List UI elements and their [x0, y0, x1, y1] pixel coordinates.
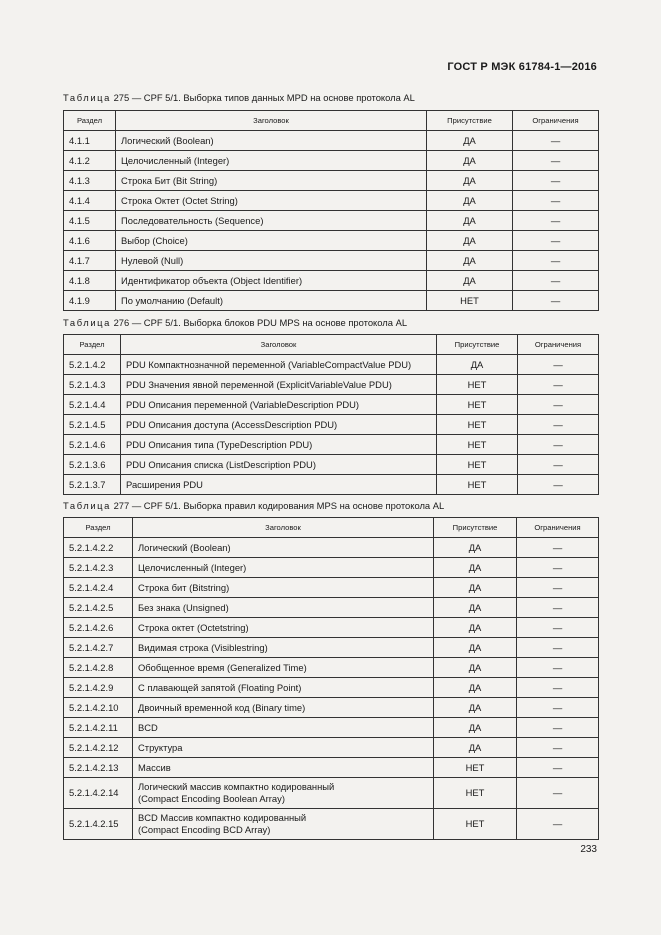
page-number: 233	[580, 844, 597, 855]
cell-title: Без знака (Unsigned)	[133, 598, 434, 618]
header-title: Заголовок	[121, 335, 437, 355]
cell-section: 5.2.1.4.2.8	[64, 658, 133, 678]
cell-presence: НЕТ	[437, 475, 518, 495]
cell-title: С плавающей запятой (Floating Point)	[133, 678, 434, 698]
cell-section: 4.1.7	[64, 251, 116, 271]
cell-restrictions: —	[513, 271, 599, 291]
cell-restrictions: —	[513, 251, 599, 271]
table-row	[64, 778, 599, 809]
header-restrictions: Ограничения	[513, 111, 599, 131]
table-row	[64, 598, 599, 618]
cell-presence: НЕТ	[437, 395, 518, 415]
cell-restrictions: —	[517, 678, 599, 698]
table-277	[63, 517, 599, 840]
cell-section: 5.2.1.4.3	[64, 375, 121, 395]
table-275-caption	[63, 92, 415, 103]
header-section: Раздел	[64, 518, 133, 538]
cell-restrictions: —	[513, 151, 599, 171]
cell-section: 5.2.1.4.2.12	[64, 738, 133, 758]
table-row	[64, 809, 599, 840]
caption-word: Таблица	[63, 317, 111, 328]
cell-section: 5.2.1.4.4	[64, 395, 121, 415]
table-row	[64, 638, 599, 658]
cell-presence: ДА	[434, 578, 517, 598]
cell-title: Строка бит (Bitstring)	[133, 578, 434, 598]
cell-section: 5.2.1.4.2	[64, 355, 121, 375]
table-row	[64, 171, 599, 191]
cell-presence: ДА	[427, 211, 513, 231]
caption-text: 276 — CPF 5/1. Выборка блоков PDU MPS на основе протокола AL	[113, 317, 408, 328]
cell-title: По умолчанию (Default)	[116, 291, 427, 311]
table-row	[64, 758, 599, 778]
cell-title: Строка октет (Octetstring)	[133, 618, 434, 638]
cell-restrictions: —	[517, 638, 599, 658]
cell-title: PDU Значения явной переменной (ExplicitVariableValue PDU)	[121, 375, 437, 395]
document-id: ГОСТ Р МЭК 61784-1—2016	[447, 61, 597, 73]
cell-restrictions: —	[517, 658, 599, 678]
header-presence: Присутствие	[434, 518, 517, 538]
cell-restrictions: —	[518, 375, 599, 395]
cell-section: 4.1.3	[64, 171, 116, 191]
cell-restrictions: —	[517, 538, 599, 558]
table-row	[64, 618, 599, 638]
table-277-caption	[63, 500, 444, 511]
cell-title: PDU Описания переменной (VariableDescription PDU)	[121, 395, 437, 415]
table-276-caption	[63, 317, 407, 328]
cell-restrictions: —	[517, 809, 599, 840]
cell-title: Структура	[133, 738, 434, 758]
header-title: Заголовок	[116, 111, 427, 131]
table-row	[64, 698, 599, 718]
cell-restrictions: —	[517, 558, 599, 578]
cell-restrictions: —	[517, 598, 599, 618]
table-row	[64, 251, 599, 271]
cell-title: PDU Компактнозначной переменной (VariableCompactValue PDU)	[121, 355, 437, 375]
cell-restrictions: —	[518, 355, 599, 375]
cell-title: Последовательность (Sequence)	[116, 211, 427, 231]
cell-title: Обобщенное время (Generalized Time)	[133, 658, 434, 678]
table-row	[64, 578, 599, 598]
cell-section: 5.2.1.4.2.5	[64, 598, 133, 618]
cell-section: 5.2.1.4.5	[64, 415, 121, 435]
cell-restrictions: —	[513, 171, 599, 191]
cell-presence: ДА	[434, 598, 517, 618]
table-row	[64, 558, 599, 578]
table-row	[64, 718, 599, 738]
cell-section: 5.2.1.3.7	[64, 475, 121, 495]
cell-title: Строка Бит (Bit String)	[116, 171, 427, 191]
cell-restrictions: —	[513, 291, 599, 311]
caption-text: 275 — CPF 5/1. Выборка типов данных MPD на основе протокола AL	[113, 92, 415, 103]
cell-section: 4.1.6	[64, 231, 116, 251]
header-section: Раздел	[64, 111, 116, 131]
table-row	[64, 271, 599, 291]
table-row	[64, 191, 599, 211]
cell-presence: ДА	[434, 538, 517, 558]
cell-restrictions: —	[517, 718, 599, 738]
table-row	[64, 231, 599, 251]
cell-presence: ДА	[427, 131, 513, 151]
cell-section: 5.2.1.4.2.2	[64, 538, 133, 558]
cell-title: Массив	[133, 758, 434, 778]
cell-section: 5.2.1.4.2.9	[64, 678, 133, 698]
caption-text: 277 — CPF 5/1. Выборка правил кодирования MPS на основе протокола AL	[113, 500, 445, 511]
cell-presence: ДА	[427, 271, 513, 291]
cell-title: Строка Октет (Octet String)	[116, 191, 427, 211]
cell-section: 5.2.1.4.6	[64, 435, 121, 455]
cell-title: Логический массив компактно кодированный (Compact Encoding Boolean Array)	[133, 778, 434, 809]
cell-presence: ДА	[434, 638, 517, 658]
cell-title: PDU Описания доступа (AccessDescription PDU)	[121, 415, 437, 435]
cell-section: 5.2.1.4.2.10	[64, 698, 133, 718]
cell-section: 5.2.1.4.2.11	[64, 718, 133, 738]
cell-restrictions: —	[518, 415, 599, 435]
cell-restrictions: —	[518, 435, 599, 455]
header-title: Заголовок	[133, 518, 434, 538]
cell-presence: НЕТ	[434, 778, 517, 809]
table-header-row	[64, 111, 599, 131]
cell-title: Нулевой (Null)	[116, 251, 427, 271]
cell-presence: ДА	[427, 251, 513, 271]
cell-title: Логический (Boolean)	[116, 131, 427, 151]
cell-restrictions: —	[517, 618, 599, 638]
cell-section: 4.1.8	[64, 271, 116, 291]
table-row	[64, 455, 599, 475]
table-header-row	[64, 335, 599, 355]
cell-presence: НЕТ	[437, 455, 518, 475]
cell-title: Выбор (Choice)	[116, 231, 427, 251]
table-row	[64, 538, 599, 558]
cell-restrictions: —	[517, 778, 599, 809]
cell-section: 5.2.1.3.6	[64, 455, 121, 475]
cell-presence: ДА	[434, 658, 517, 678]
table-276	[63, 334, 599, 495]
cell-presence: НЕТ	[434, 809, 517, 840]
cell-restrictions: —	[513, 231, 599, 251]
cell-title: PDU Описания типа (TypeDescription PDU)	[121, 435, 437, 455]
header-presence: Присутствие	[427, 111, 513, 131]
cell-title: Идентификатор объекта (Object Identifier)	[116, 271, 427, 291]
cell-presence: НЕТ	[437, 415, 518, 435]
table-row	[64, 211, 599, 231]
cell-presence: ДА	[434, 618, 517, 638]
table-row	[64, 291, 599, 311]
cell-section: 5.2.1.4.2.13	[64, 758, 133, 778]
table-row	[64, 395, 599, 415]
cell-section: 5.2.1.4.2.3	[64, 558, 133, 578]
cell-section: 5.2.1.4.2.4	[64, 578, 133, 598]
cell-presence: НЕТ	[437, 435, 518, 455]
header-restrictions: Ограничения	[517, 518, 599, 538]
cell-presence: ДА	[437, 355, 518, 375]
table-row	[64, 131, 599, 151]
cell-restrictions: —	[518, 475, 599, 495]
caption-word: Таблица	[63, 92, 111, 103]
header-restrictions: Ограничения	[518, 335, 599, 355]
cell-title: Двоичный временной код (Binary time)	[133, 698, 434, 718]
cell-restrictions: —	[513, 211, 599, 231]
header-presence: Присутствие	[437, 335, 518, 355]
table-row	[64, 415, 599, 435]
cell-section: 4.1.4	[64, 191, 116, 211]
table-header-row	[64, 518, 599, 538]
cell-title: BCD Массив компактно кодированный (Compact Encoding BCD Array)	[133, 809, 434, 840]
cell-presence: ДА	[427, 231, 513, 251]
cell-section: 4.1.9	[64, 291, 116, 311]
caption-word: Таблица	[63, 500, 111, 511]
cell-title: PDU Описания списка (ListDescription PDU)	[121, 455, 437, 475]
cell-restrictions: —	[518, 455, 599, 475]
cell-section: 5.2.1.4.2.6	[64, 618, 133, 638]
cell-title: BCD	[133, 718, 434, 738]
cell-restrictions: —	[517, 698, 599, 718]
cell-presence: ДА	[434, 678, 517, 698]
cell-title: Логический (Boolean)	[133, 538, 434, 558]
table-row	[64, 678, 599, 698]
cell-section: 4.1.1	[64, 131, 116, 151]
cell-section: 4.1.2	[64, 151, 116, 171]
table-row	[64, 151, 599, 171]
cell-section: 4.1.5	[64, 211, 116, 231]
cell-restrictions: —	[518, 395, 599, 415]
cell-title: Целочисленный (Integer)	[116, 151, 427, 171]
cell-presence: НЕТ	[434, 758, 517, 778]
cell-presence: ДА	[427, 151, 513, 171]
table-275	[63, 110, 599, 311]
cell-restrictions: —	[513, 191, 599, 211]
cell-presence: ДА	[427, 171, 513, 191]
cell-restrictions: —	[517, 738, 599, 758]
cell-restrictions: —	[517, 578, 599, 598]
cell-title: Целочисленный (Integer)	[133, 558, 434, 578]
cell-presence: НЕТ	[437, 375, 518, 395]
cell-presence: НЕТ	[427, 291, 513, 311]
cell-section: 5.2.1.4.2.14	[64, 778, 133, 809]
cell-section: 5.2.1.4.2.15	[64, 809, 133, 840]
cell-restrictions: —	[513, 131, 599, 151]
table-row	[64, 375, 599, 395]
header-section: Раздел	[64, 335, 121, 355]
table-row	[64, 355, 599, 375]
cell-title: Видимая строка (Visiblestring)	[133, 638, 434, 658]
cell-presence: ДА	[434, 718, 517, 738]
cell-section: 5.2.1.4.2.7	[64, 638, 133, 658]
cell-restrictions: —	[517, 758, 599, 778]
cell-title: Расширения PDU	[121, 475, 437, 495]
cell-presence: ДА	[434, 738, 517, 758]
cell-presence: ДА	[434, 558, 517, 578]
table-row	[64, 658, 599, 678]
cell-presence: ДА	[427, 191, 513, 211]
cell-presence: ДА	[434, 698, 517, 718]
table-row	[64, 435, 599, 455]
table-row	[64, 475, 599, 495]
table-row	[64, 738, 599, 758]
